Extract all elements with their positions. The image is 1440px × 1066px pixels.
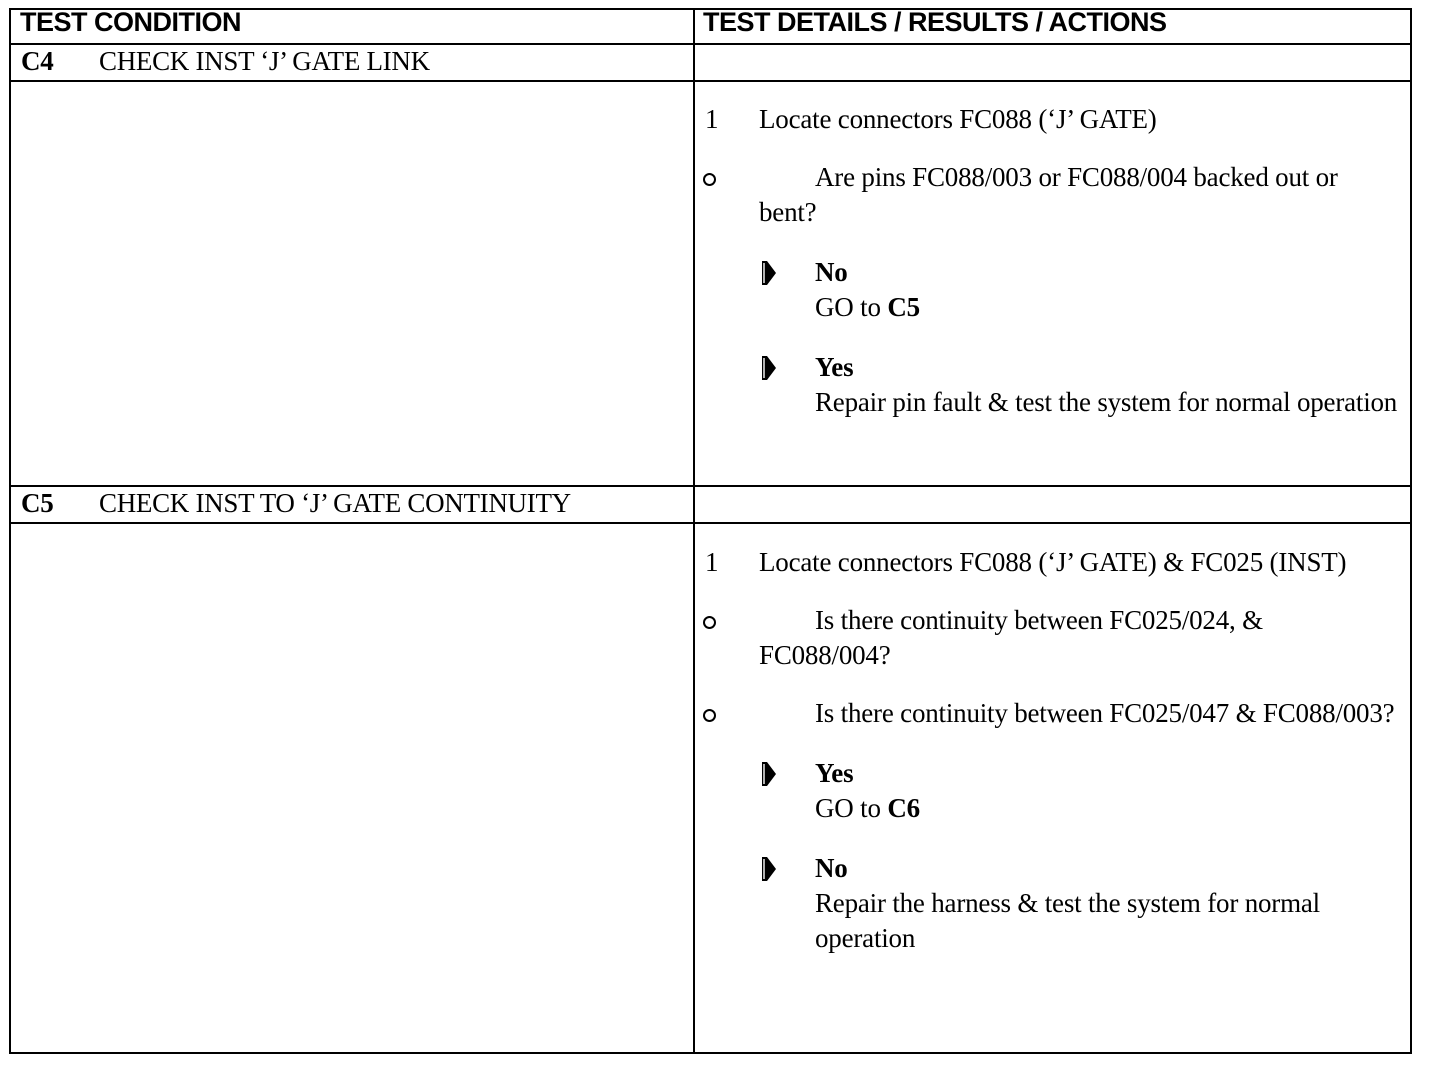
question-text: Is there continuity between FC025/024, & FC088/004? — [759, 605, 1263, 670]
question — [759, 160, 1410, 230]
column-divider — [693, 10, 695, 1052]
arrow-icon — [759, 856, 777, 882]
step-text: Locate connectors FC088 (‘J’ GATE) & FC025 (INST) — [759, 547, 1347, 577]
answer-label: Yes — [815, 352, 854, 382]
answer-action: GO to — [815, 292, 888, 322]
section-id: C4 — [21, 46, 54, 76]
answer-target: C5 — [887, 292, 920, 322]
circle-bullet-icon — [703, 616, 716, 629]
question-text: Are pins FC088/003 or FC088/004 backed out or bent? — [759, 162, 1338, 227]
section-title: CHECK INST TO ‘J’ GATE CONTINUITY — [99, 488, 571, 518]
circle-bullet-icon — [703, 709, 716, 722]
section-content-c4 — [705, 102, 1410, 420]
answer-no — [815, 851, 1410, 956]
row-divider — [11, 485, 1410, 487]
question — [759, 603, 1410, 673]
step-number: 1 — [705, 104, 719, 134]
step-text: Locate connectors FC088 (‘J’ GATE) — [759, 104, 1157, 134]
question — [759, 696, 1410, 731]
arrow-icon — [759, 355, 777, 381]
answer-target: C6 — [887, 793, 920, 823]
section-title-c4 — [21, 46, 430, 77]
header-test-details: TEST DETAILS / RESULTS / ACTIONS — [703, 7, 1167, 37]
question-text: Is there continuity between FC025/047 & FC088/003? — [815, 698, 1395, 728]
header-test-condition: TEST CONDITION — [20, 7, 241, 37]
row-divider — [11, 522, 1410, 524]
answer-no — [815, 255, 1410, 325]
arrow-icon — [759, 260, 777, 286]
section-content-c5 — [705, 545, 1410, 956]
answer-yes — [815, 350, 1410, 420]
step — [705, 545, 1410, 580]
answer-action: Repair pin fault & test the system for normal operation — [815, 387, 1398, 417]
section-title-c5 — [21, 488, 571, 519]
answer-action: Repair the harness & test the system for normal operation — [815, 888, 1320, 953]
circle-bullet-icon — [703, 173, 716, 186]
answer-yes — [815, 756, 1410, 826]
step — [705, 102, 1410, 137]
answer-label: No — [815, 257, 848, 287]
answer-label: Yes — [815, 758, 854, 788]
section-title: CHECK INST ‘J’ GATE LINK — [99, 46, 430, 76]
section-id: C5 — [21, 488, 54, 518]
diagnostic-table — [9, 8, 1412, 1054]
arrow-icon — [759, 761, 777, 787]
answer-action: GO to — [815, 793, 888, 823]
row-divider — [11, 80, 1410, 82]
step-number: 1 — [705, 547, 719, 577]
answer-label: No — [815, 853, 848, 883]
row-divider — [11, 43, 1410, 45]
